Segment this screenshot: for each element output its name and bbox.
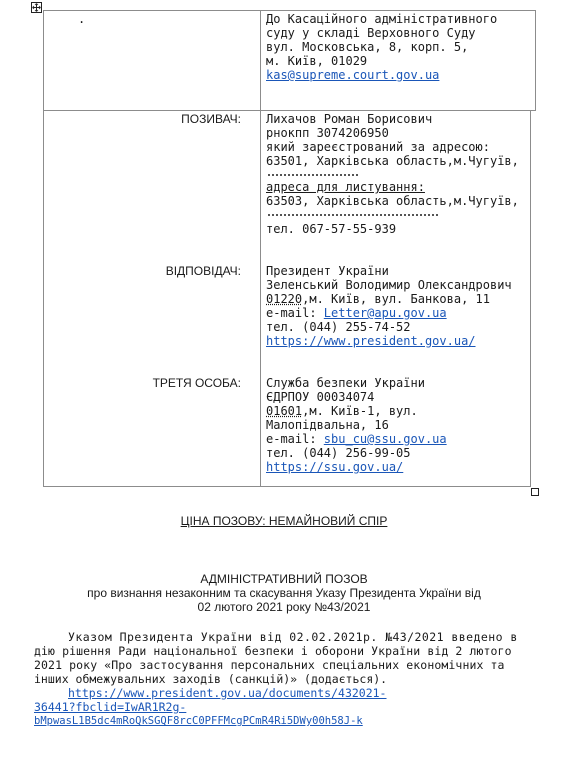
plaintiff-rnokpp: рнокпп 3074206950 — [266, 126, 389, 140]
recipient-email-link[interactable]: kas@supreme.court.gov.ua — [266, 68, 440, 82]
body-line-1: Указом Президента України від 02.02.2021р. №43/2021 введено в — [68, 630, 518, 644]
lawsuit-subtitle-1: про визнання незаконним та скасування Указу Президента України від — [87, 586, 481, 600]
redacted-address-line — [268, 170, 358, 176]
table-right-border-bottom — [530, 110, 531, 487]
defendant-site-link[interactable]: https://www.president.gov.ua/ — [266, 334, 476, 348]
third-party-address-line-2: Малопідвальна, 16 — [266, 418, 389, 432]
plaintiff-mail-address: 63503, Харківська область,м.Чугуїв, — [266, 194, 519, 208]
defendant-address — [266, 292, 490, 306]
table-left-border — [43, 10, 44, 487]
plaintiff-registered-label: який зареєстрований за адресою: — [266, 140, 490, 154]
third-party-phone: тел. (044) 256-99-05 — [266, 446, 411, 460]
decree-link-line-1[interactable]: https://www.president.gov.ua/documents/432021- — [68, 686, 387, 700]
claim-price: ЦІНА ПОЗОВУ: НЕМАЙНОВИЙ СПІР — [180, 514, 388, 528]
defendant-email-link[interactable]: Letter@apu.gov.ua — [323, 306, 447, 320]
third-party-address-rest: ,м. Київ-1, вул. — [302, 404, 418, 418]
table-bottom-border — [43, 486, 531, 487]
defendant-title: Президент України — [266, 264, 389, 278]
plaintiff-label: ПОЗИВАЧ: — [181, 112, 241, 126]
defendant-postal-index: 01220 — [266, 292, 303, 306]
third-party-site-link[interactable]: https://ssu.gov.ua/ — [266, 460, 404, 474]
table-right-border-top — [535, 10, 536, 110]
table-move-handle-icon[interactable] — [31, 2, 42, 13]
third-party-email-link[interactable]: sbu_cu@ssu.gov.ua — [323, 432, 447, 446]
redacted-mail-line — [268, 210, 438, 216]
decree-link-line-3[interactable]: bMpwasL1B5dc4mRoQkSGQF8rcC0PFFMcgPCmR4Ri5DWy00h58J-k — [34, 715, 363, 727]
third-party-label: ТРЕТЯ ОСОБА: — [152, 376, 241, 390]
lawsuit-heading: АДМІНІСТРАТИВНИЙ ПОЗОВ — [200, 572, 368, 586]
recipient-line-2: суду у складі Верховного Суду — [266, 26, 476, 40]
lawsuit-subtitle-2: 02 лютого 2021 року №43/2021 — [197, 600, 371, 614]
defendant-address-rest: ,м. Київ, вул. Банкова, 11 — [302, 292, 490, 306]
third-party-edrpou: ЄДРПОУ 00034074 — [266, 390, 375, 404]
third-party-email-row — [266, 432, 447, 446]
defendant-phone: тел. (044) 255-74-52 — [266, 320, 411, 334]
table-row-divider — [43, 110, 536, 111]
third-party-postal-index: 01601 — [266, 404, 303, 418]
table-resize-handle-icon[interactable] — [531, 488, 539, 496]
defendant-name: Зеленський Володимир Олександрович — [266, 278, 512, 292]
plaintiff-mail-label: адреса для листування: — [266, 180, 425, 194]
table-column-divider — [260, 10, 261, 487]
recipient-line-1: До Касаційного адміністративного — [266, 12, 498, 26]
plaintiff-name: Лихачов Роман Борисович — [266, 112, 433, 126]
third-party-email-label: e-mail: — [266, 432, 324, 446]
body-line-2: дію рішення Ради національної безпеки і оборони України від 2 лютого — [34, 644, 512, 658]
third-party-address — [266, 404, 418, 418]
body-line-3: 2021 року «Про застосування персональних спеціальних економічних та — [34, 658, 505, 672]
defendant-email-row — [266, 306, 447, 320]
recipient-dot: . — [78, 12, 86, 26]
table-top-border — [43, 10, 536, 11]
recipient-line-4: м. Київ, 01029 — [266, 54, 368, 68]
third-party-title: Служба безпеки України — [266, 376, 425, 390]
defendant-label: ВІДПОВІДАЧ: — [165, 264, 241, 278]
recipient-line-3: вул. Московська, 8, корп. 5, — [266, 40, 469, 54]
plaintiff-registered-address: 63501, Харківська область,м.Чугуїв, — [266, 154, 519, 168]
defendant-email-label: e-mail: — [266, 306, 324, 320]
body-line-4: інших обмежувальних заходів (санкцій)» (додається). — [34, 672, 388, 686]
decree-link-line-2[interactable]: 36441?fbclid=IwAR1R2g- — [34, 700, 187, 714]
plaintiff-phone: тел. 067-57-55-939 — [266, 222, 397, 236]
